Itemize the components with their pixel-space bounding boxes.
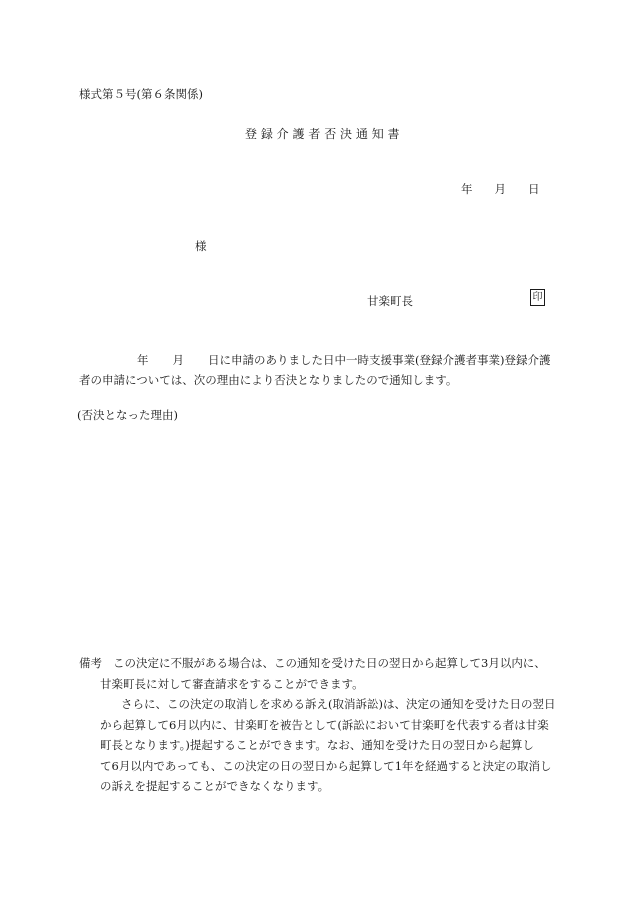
notice-body-text: 日に申請のありました日中一時支援事業(登録介護者事業)登録介護者の申請については、次の理由により否決となりましたので通知します。 [79, 353, 551, 387]
remarks-section [79, 653, 559, 797]
form-number: 様式第５号(第６条関係) [79, 87, 203, 101]
remarks-line: 甘楽町長に対して審査請求をすることができます。 [100, 676, 364, 691]
date-month-label: 月 [494, 182, 506, 196]
reason-heading: (否決となった理由) [77, 408, 178, 422]
remarks-line: 町長となります。)提起することができます。なお、通知を受けた日の翌日から起算し [100, 738, 534, 752]
remarks-line: て6月以内であっても、この決定の日の翌日から起算して1年を経過すると決定の取消し [100, 758, 552, 773]
addressee-honorific: 様 [195, 239, 207, 253]
date-year-label: 年 [461, 182, 473, 196]
date-day-label: 日 [528, 182, 540, 196]
remarks-line: から起算して6月以内に、甘楽町を被告として(訴訟において甘楽町を代表する者は甘楽 [100, 717, 549, 732]
remarks-line: さらに、この決定の取消しを求める訴え(取消訴訟)は、決定の通知を受けた日の翌日 [121, 697, 556, 711]
issuer-name: 甘楽町長 [367, 294, 413, 308]
document-title: 登録介護者否決通知書 [245, 127, 404, 141]
remarks-line: の訴えを提起することができなくなります。 [100, 779, 330, 793]
application-year-label: 年 [137, 353, 149, 367]
seal-mark: 印 [530, 289, 545, 306]
remarks-line: この決定に不服がある場合は、この通知を受けた日の翌日から起算して3月以内に、 [113, 656, 546, 670]
remarks-label: 備考 [79, 656, 102, 670]
notice-body [79, 350, 559, 390]
date-line [461, 181, 540, 197]
application-month-label: 月 [172, 353, 184, 367]
